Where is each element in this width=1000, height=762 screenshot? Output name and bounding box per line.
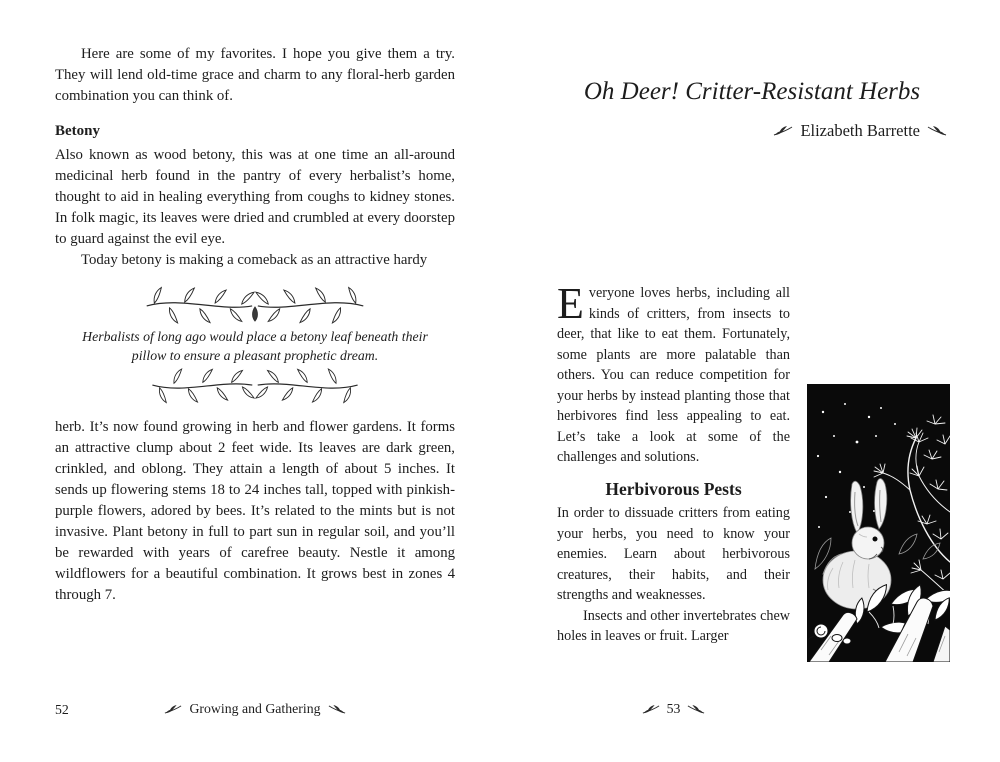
betony-paragraph-3: herb. It’s now found growing in herb and flower gardens. It forms an attractive clump about 2 feet wide. Its leaves are dark green, crinkled, and oblong. They attain a length of about 5 inches. It sends up flowering stems 18 to 24 inches tall, topped with pinkish-purple flowers, adored by bees. It’s related to the mints but is not invasive. Plant betony in full to part sun in regular soil, and you’ll be rewarded with years of carefree beauty. Nestle it among wildflowers for a beautiful combination. It grows best in zones 4 through 7. (55, 419, 455, 603)
byline (557, 121, 947, 142)
section-heading: Herbivorous Pests (605, 478, 742, 499)
pests-paragraph-2: Insects and other invertebrates chew holes in leaves or fruit. Larger (557, 607, 790, 644)
leafy-vine-divider-icon (136, 286, 374, 324)
left-page-footer (55, 701, 455, 717)
leafy-vine-divider-icon (136, 368, 374, 404)
betony-heading: Betony (55, 123, 100, 139)
pullquote-callout (55, 286, 455, 404)
pullquote-text: Herbalists of long ago would place a betony leaf beneath their pillow to ensure a pleasant prophetic dream. (82, 329, 428, 363)
drop-cap: E (557, 279, 584, 328)
right-page-number: 53 (666, 701, 681, 716)
betony-paragraph-1: Also known as wood betony, this was at one time an all-around medicinal herb found in the pantry of every herbalist’s home, thought to aid in healing everything from coughs to kidney stones. In folk magic, its leaves were dried and crumbled at every doorstep to guard against the evil eye. (55, 147, 455, 247)
right-page-text-column (557, 279, 790, 647)
chapter-title: Oh Deer! Critter-Resistant Herbs (583, 78, 921, 105)
bud-ornament (253, 307, 258, 321)
leaf-sprig-icon (642, 704, 660, 715)
running-footer (55, 701, 455, 717)
byline-text: Elizabeth Barrette (800, 121, 920, 140)
running-footer-text: Growing and Gathering (189, 701, 321, 716)
intro-paragraph: Here are some of my favorites. I hope you give them a try. They will lend old-time grace and charm to any floral-herb garden combination you can think of. (55, 46, 455, 104)
left-page-text-column (55, 44, 455, 606)
chapter-intro-paragraph (557, 279, 790, 468)
pests-paragraph-1: In order to dissuade critters from eating your herbs, you need to know your enemies. Learn about herbivorous creatures, their habits, and their strengths and weaknesses. (557, 505, 790, 603)
leaf-sprig-icon (687, 704, 705, 715)
leaf-sprig-icon (328, 704, 346, 715)
chapter-intro-text: veryone loves herbs, including all kinds of critters, from insects to deer, that like to eat them. Fortunately, some plants are more palatable than others. You can reduce competition for your herbs by instead planting those that herbivores find less appealing to eat. Let’s take a look at some of the challenges and solutions. (557, 285, 790, 465)
leaf-sprig-icon (773, 125, 793, 137)
leaf-sprig-icon (927, 125, 947, 137)
left-page-number: 52 (55, 702, 69, 717)
betony-paragraph-2: Today betony is making a comeback as an attractive hardy (81, 252, 428, 268)
leaf-sprig-icon (164, 704, 182, 715)
rabbit-night-garden-illustration (807, 384, 950, 662)
right-page-footer (557, 701, 790, 717)
